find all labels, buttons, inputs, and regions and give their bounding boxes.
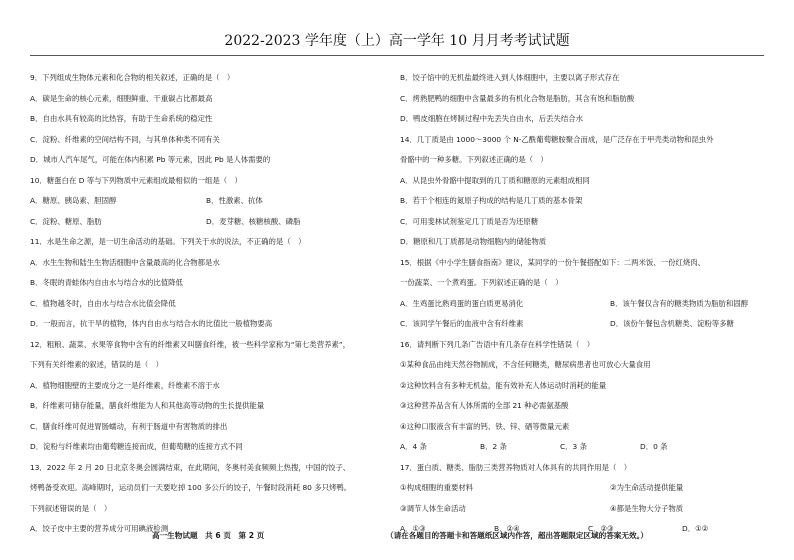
question-10-option-c: C．淀粉、糖原、脂肪 xyxy=(30,216,102,226)
question-16-statement-4: ④这种口服液含有丰富的钙、铁、锌、硒等微量元素 xyxy=(400,421,570,431)
question-14-option-d: D．糖原和几丁质都是动物细胞内的储能物质 xyxy=(400,237,547,246)
question-17-option-a: A．①③ xyxy=(400,524,426,533)
question-16-statement-3: ③这种营养品含有人体所需的全部 21 种必需氨基酸 xyxy=(400,401,569,410)
question-16-option-d: D．0 条 xyxy=(640,442,668,451)
page-title: 2022-2023 学年度（上）高一学年 10 月月考考试试题 xyxy=(224,33,570,49)
question-17-option-d: D．①② xyxy=(682,524,709,533)
question-10-options-row-1 xyxy=(30,191,402,212)
question-16-stem: 16．请判断下列几条广告语中有几条存在科学性错误（ ） xyxy=(400,339,595,349)
question-12-option-a: A．植物细胞壁的主要成分之一是纤维素，纤维素不溶于水 xyxy=(30,380,220,390)
question-13-option-b: B．饺子馅中的无机盐最终进入到人体细胞中，主要以离子形式存在 xyxy=(400,73,620,82)
question-15-options-row-2 xyxy=(400,314,772,335)
question-16-option-a: A．4 条 xyxy=(400,442,427,451)
question-16-option-c: C．3 条 xyxy=(560,442,587,451)
question-13-option-d: D．鸭皮细胞在烤制过程中先丢失自由水，后丢失结合水 xyxy=(400,114,584,123)
question-12-stem-line-2: 下列有关纤维素的叙述，错误的是（ ） xyxy=(30,360,164,369)
question-11-option-c: C．植物越冬时，自由水与结合水比值会降低 xyxy=(30,298,176,308)
question-9-option-d: D．城市人汽车尾气，可能在体内积累 Pb 等元素，因此 Pb 是人体需要的 xyxy=(30,155,271,164)
question-13-stem-line-2: 烤鸭备受欢迎。高峰期时，运动员们一天要吃掉 100 多公斤的饺子，午餐时段消耗 80 多只烤鸭。 xyxy=(30,483,352,492)
question-11-stem: 11．水是生命之源，是一切生命活动的基础。下列关于水的说法，不正确的是（ ） xyxy=(30,237,306,246)
page-footer-number: 高一生物试题 共 6 页 第 2 页 xyxy=(152,531,265,540)
question-10-options-row-2 xyxy=(30,212,402,233)
question-17-statement-2: ②为生命活动提供能量 xyxy=(610,483,684,492)
question-17-option-b: B．②④ xyxy=(494,524,520,533)
question-11-option-b: B．冬眠的青蛙体内自由水与结合水的比值降低 xyxy=(30,278,183,287)
question-15-options-row-1 xyxy=(400,294,772,315)
question-17-stem: 17．蛋白质、糖类、脂肪三类营养物质对人体具有的共同作用是（ ） xyxy=(400,462,632,472)
header-divider xyxy=(30,55,764,56)
question-14-stem-line-1: 14．几丁质是由 1000～3000 个 N-乙酰葡萄糖胺聚合而成，是广泛存在于甲壳类动物和昆虫外 xyxy=(400,134,714,144)
question-11-option-a: A．水生生物和陆生生物活细胞中含量最高的化合物都是水 xyxy=(30,257,220,267)
question-15-stem-line-2: 一份蔬菜、一个煮鸡蛋。下列叙述正确的是（ ） xyxy=(400,278,563,287)
question-10-stem: 10．糖蛋白在 D 等与下列物质中元素组成最相似的一组是（ ） xyxy=(30,175,242,185)
question-17-statements-row-2 xyxy=(400,499,772,520)
question-15-option-b: B．该午餐仅含有的糖类物质为脂肪和固醇 xyxy=(610,298,749,308)
question-17-statement-3: ③调节人体生命活动 xyxy=(400,503,466,513)
question-10-option-d: D．麦芽糖、核糖核酸、磷脂 xyxy=(206,216,301,226)
question-15-option-d: D．该份午餐包含机糖类、淀粉等多糖 xyxy=(610,319,734,328)
question-17-option-c: C．②③ xyxy=(588,524,614,533)
question-17-statements-row-1 xyxy=(400,478,772,499)
question-14-stem-line-2: 骨骼中的一种多糖。下列叙述正确的是（ ） xyxy=(400,155,548,164)
page-footer-notice: （请在各题目的答题卡和答题纸区域内作答，超出答题限定区域的答案无效。） xyxy=(386,531,648,540)
question-13-option-c: C．烤熟肥鸭的细胞中含量最多的有机化合物是脂肪，其含有饱和脂肪酸 xyxy=(400,93,635,103)
question-17-statement-4: ④都是生物大分子物质 xyxy=(610,503,684,513)
question-11-option-d: D．一般而言，抗干旱的植物，体内自由水与结合水的比值比一般植物要高 xyxy=(30,319,273,328)
question-13-option-a: A．饺子皮中主要的营养成分可用碘液检测 xyxy=(30,524,169,533)
question-16-statement-1: ①某种食品由纯天然谷物制成，不含任何糖类，糖尿病患者也可放心大量食用 xyxy=(400,360,651,369)
left-column xyxy=(30,68,402,540)
question-12-option-b: B．纤维素可储存能量，膳食纤维能为人和其他高等动物的生长提供能量 xyxy=(30,401,265,410)
question-9-option-b: B．自由水具有较高的比热容，有助于生命系统的稳定性 xyxy=(30,114,213,123)
question-16-statement-2: ②这种饮料含有多种无机盐，能有效补充人体运动时消耗的能量 xyxy=(400,380,607,390)
question-14-option-b: B．若干个相连的氮原子构成的结构是几丁质的基本骨架 xyxy=(400,196,583,205)
question-10-option-b: B．性激素、抗体 xyxy=(206,196,263,205)
question-14-option-c: C．可用斐林试剂鉴定几丁质是否为还原糖 xyxy=(400,216,539,226)
question-9-option-c: C．淀粉、纤维素的空间结构不同，与其单体种类不同有关 xyxy=(30,134,220,144)
question-15-stem-line-1: 15．根据《中小学生膳食指南》建议，某同学的一份午餐搭配如下：二两米饭、一份红烧肉、 xyxy=(400,257,706,267)
question-15-option-c: C．该同学午餐后的血液中含有纤维素 xyxy=(400,319,524,328)
question-16-option-b: B．2 条 xyxy=(480,442,507,451)
question-13-stem-line-1: 13．2022 年 2 月 20 日北京冬奥会圆满结束，在此期间，冬奥村美食频频上热搜，中国的饺子、 xyxy=(30,462,351,472)
right-column xyxy=(400,68,772,540)
question-12-option-d: D．淀粉与纤维素均由葡萄糖连接而成，但葡萄糖的连接方式不同 xyxy=(30,442,243,451)
question-10-option-a: A．糖原、胰岛素、胆固醇 xyxy=(30,196,117,205)
question-12-stem-line-1: 12．粗粮、蔬菜、水果等食物中含有的纤维素又叫膳食纤维，被一些科学家称为“第七类营养素”， xyxy=(30,339,351,349)
question-14-option-a: A．从昆虫外骨骼中提取到的几丁质和糖原的元素组成相同 xyxy=(400,175,590,185)
question-9-stem: 9．下列组成生物体元素和化合物的相关叙述，正确的是（ ） xyxy=(30,73,235,82)
question-16-options-row xyxy=(400,437,772,458)
question-15-option-a: A．生鸡蛋比熟鸡蛋的蛋白质更易消化 xyxy=(400,298,524,308)
question-17-statement-1: ①构成细胞的重要材料 xyxy=(400,483,474,492)
question-9-option-a: A．碳是生命的核心元素，细胞鲜重、干重碳占比都最高 xyxy=(30,93,213,103)
question-13-stem-line-3: 下列叙述错误的是（ ） xyxy=(30,503,112,513)
question-12-option-c: C．膳食纤维可促进胃肠蠕动，有利于肠道中有害物质的排出 xyxy=(30,421,228,431)
